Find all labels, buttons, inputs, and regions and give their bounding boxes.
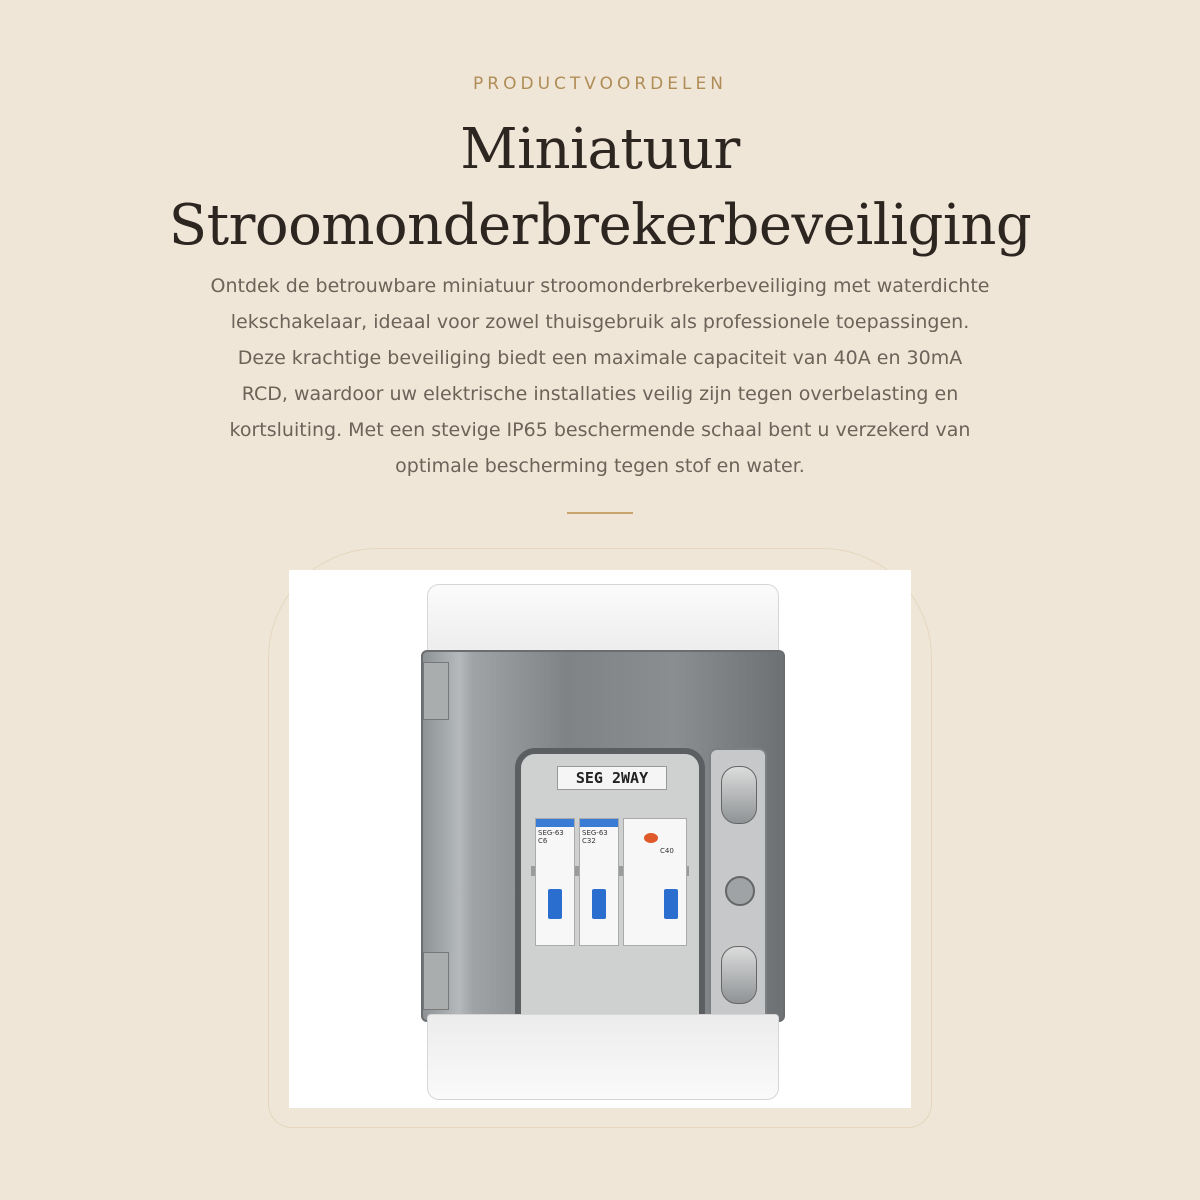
breaker-2-toggle: [592, 889, 606, 919]
title-line-1: Miniatuur: [460, 117, 740, 182]
breaker-enclosure: [427, 584, 779, 1100]
rcd-label: C40: [660, 847, 674, 855]
hinge-bottom: [423, 952, 449, 1010]
description-line-6: optimale bescherming tegen stof en water.: [395, 455, 805, 477]
latch-panel: [709, 748, 767, 1044]
rcd-test-button: [644, 833, 658, 843]
breaker-2: [579, 818, 619, 946]
product-description: [175, 268, 1025, 484]
title-line-2: Stroomonderbrekerbeveiliging: [168, 193, 1032, 258]
breaker-1: [535, 818, 575, 946]
description-line-2: lekschakelaar, ideaal voor zowel thuisgebruik als professionele toepassingen.: [230, 311, 970, 333]
lock-hole: [725, 876, 755, 906]
enclosure-label: SEG 2WAY: [557, 766, 667, 790]
rcd-breaker: [623, 818, 687, 946]
description-line-4: RCD, waardoor uw elektrische installaties veilig zijn tegen overbelasting en: [241, 383, 959, 405]
latch-top: [721, 766, 757, 824]
enclosure-bottom-cap: [427, 1014, 779, 1100]
breaker-compartment: [515, 748, 705, 1044]
latch-bottom: [721, 946, 757, 1004]
accent-divider: [567, 512, 633, 514]
description-line-5: kortsluiting. Met een stevige IP65 beschermende schaal bent u verzekerd van: [229, 419, 971, 441]
hinge-top: [423, 662, 449, 720]
section-eyebrow: PRODUCTVOORDELEN: [473, 74, 727, 94]
breaker-1-toggle: [548, 889, 562, 919]
enclosure-transparent-cover: [421, 650, 785, 1022]
breaker-2-label: SEG-63 C32: [582, 829, 608, 845]
breaker-1-label: SEG-63 C6: [538, 829, 564, 845]
rcd-toggle: [664, 889, 678, 919]
product-photo: [289, 570, 911, 1108]
description-line-3: Deze krachtige beveiliging biedt een maximale capaciteit van 40A en 30mA: [237, 347, 963, 369]
page-title: [0, 112, 1200, 264]
description-line-1: Ontdek de betrouwbare miniatuur stroomonderbrekerbeveiliging met waterdichte: [210, 275, 990, 297]
